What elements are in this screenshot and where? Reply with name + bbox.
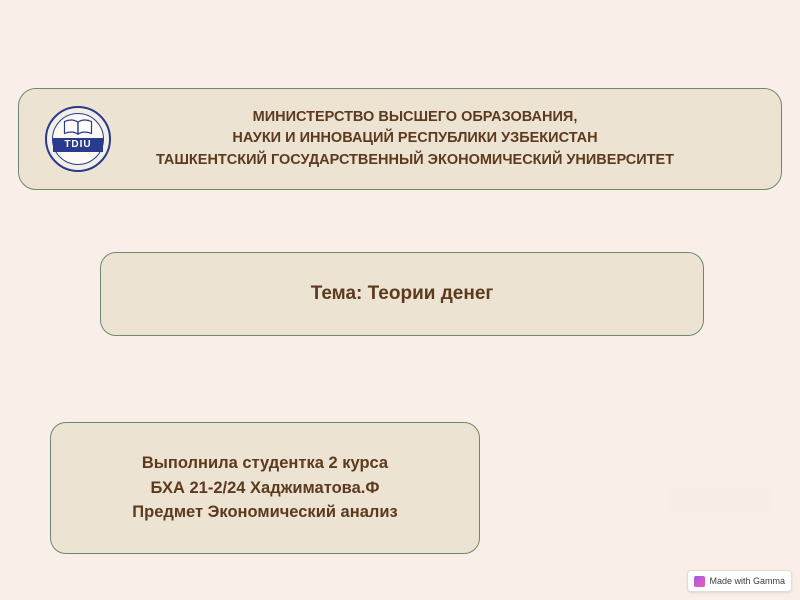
made-with-gamma-badge[interactable]	[687, 570, 792, 592]
university-logo	[45, 106, 111, 172]
open-book-icon	[63, 119, 93, 136]
ministry-header-text	[19, 107, 781, 170]
ministry-header-card	[18, 88, 782, 190]
topic-card	[100, 252, 704, 336]
author-card	[50, 422, 480, 554]
decorative-panel	[668, 486, 772, 512]
ministry-header-line-2: НАУКИ И ИННОВАЦИЙ РЕСПУБЛИКИ УЗБЕКИСТАН	[232, 130, 598, 147]
university-logo-inner	[52, 113, 104, 165]
author-line-1: Выполнила студентка 2 курса	[141, 453, 389, 472]
made-with-gamma-label: Made with Gamma	[709, 576, 785, 586]
author-line-3: Предмет Экономический анализ	[132, 503, 398, 522]
ministry-header-line-1: МИНИСТЕРСТВО ВЫСШЕГО ОБРАЗОВАНИЯ,	[252, 109, 578, 126]
ministry-header-line-3: ТАШКЕНТСКИЙ ГОСУДАРСТВЕННЫЙ ЭКОНОМИЧЕСКИЙ УНИВЕРСИТЕТ	[155, 151, 675, 168]
author-details	[132, 451, 397, 525]
university-logo-label: TDIU	[53, 138, 103, 152]
gamma-logo-icon	[694, 576, 705, 587]
author-line-2: БХА 21-2/24 Хаджиматова.Ф	[150, 478, 380, 497]
topic-title: Тема: Теории денег	[310, 283, 494, 304]
